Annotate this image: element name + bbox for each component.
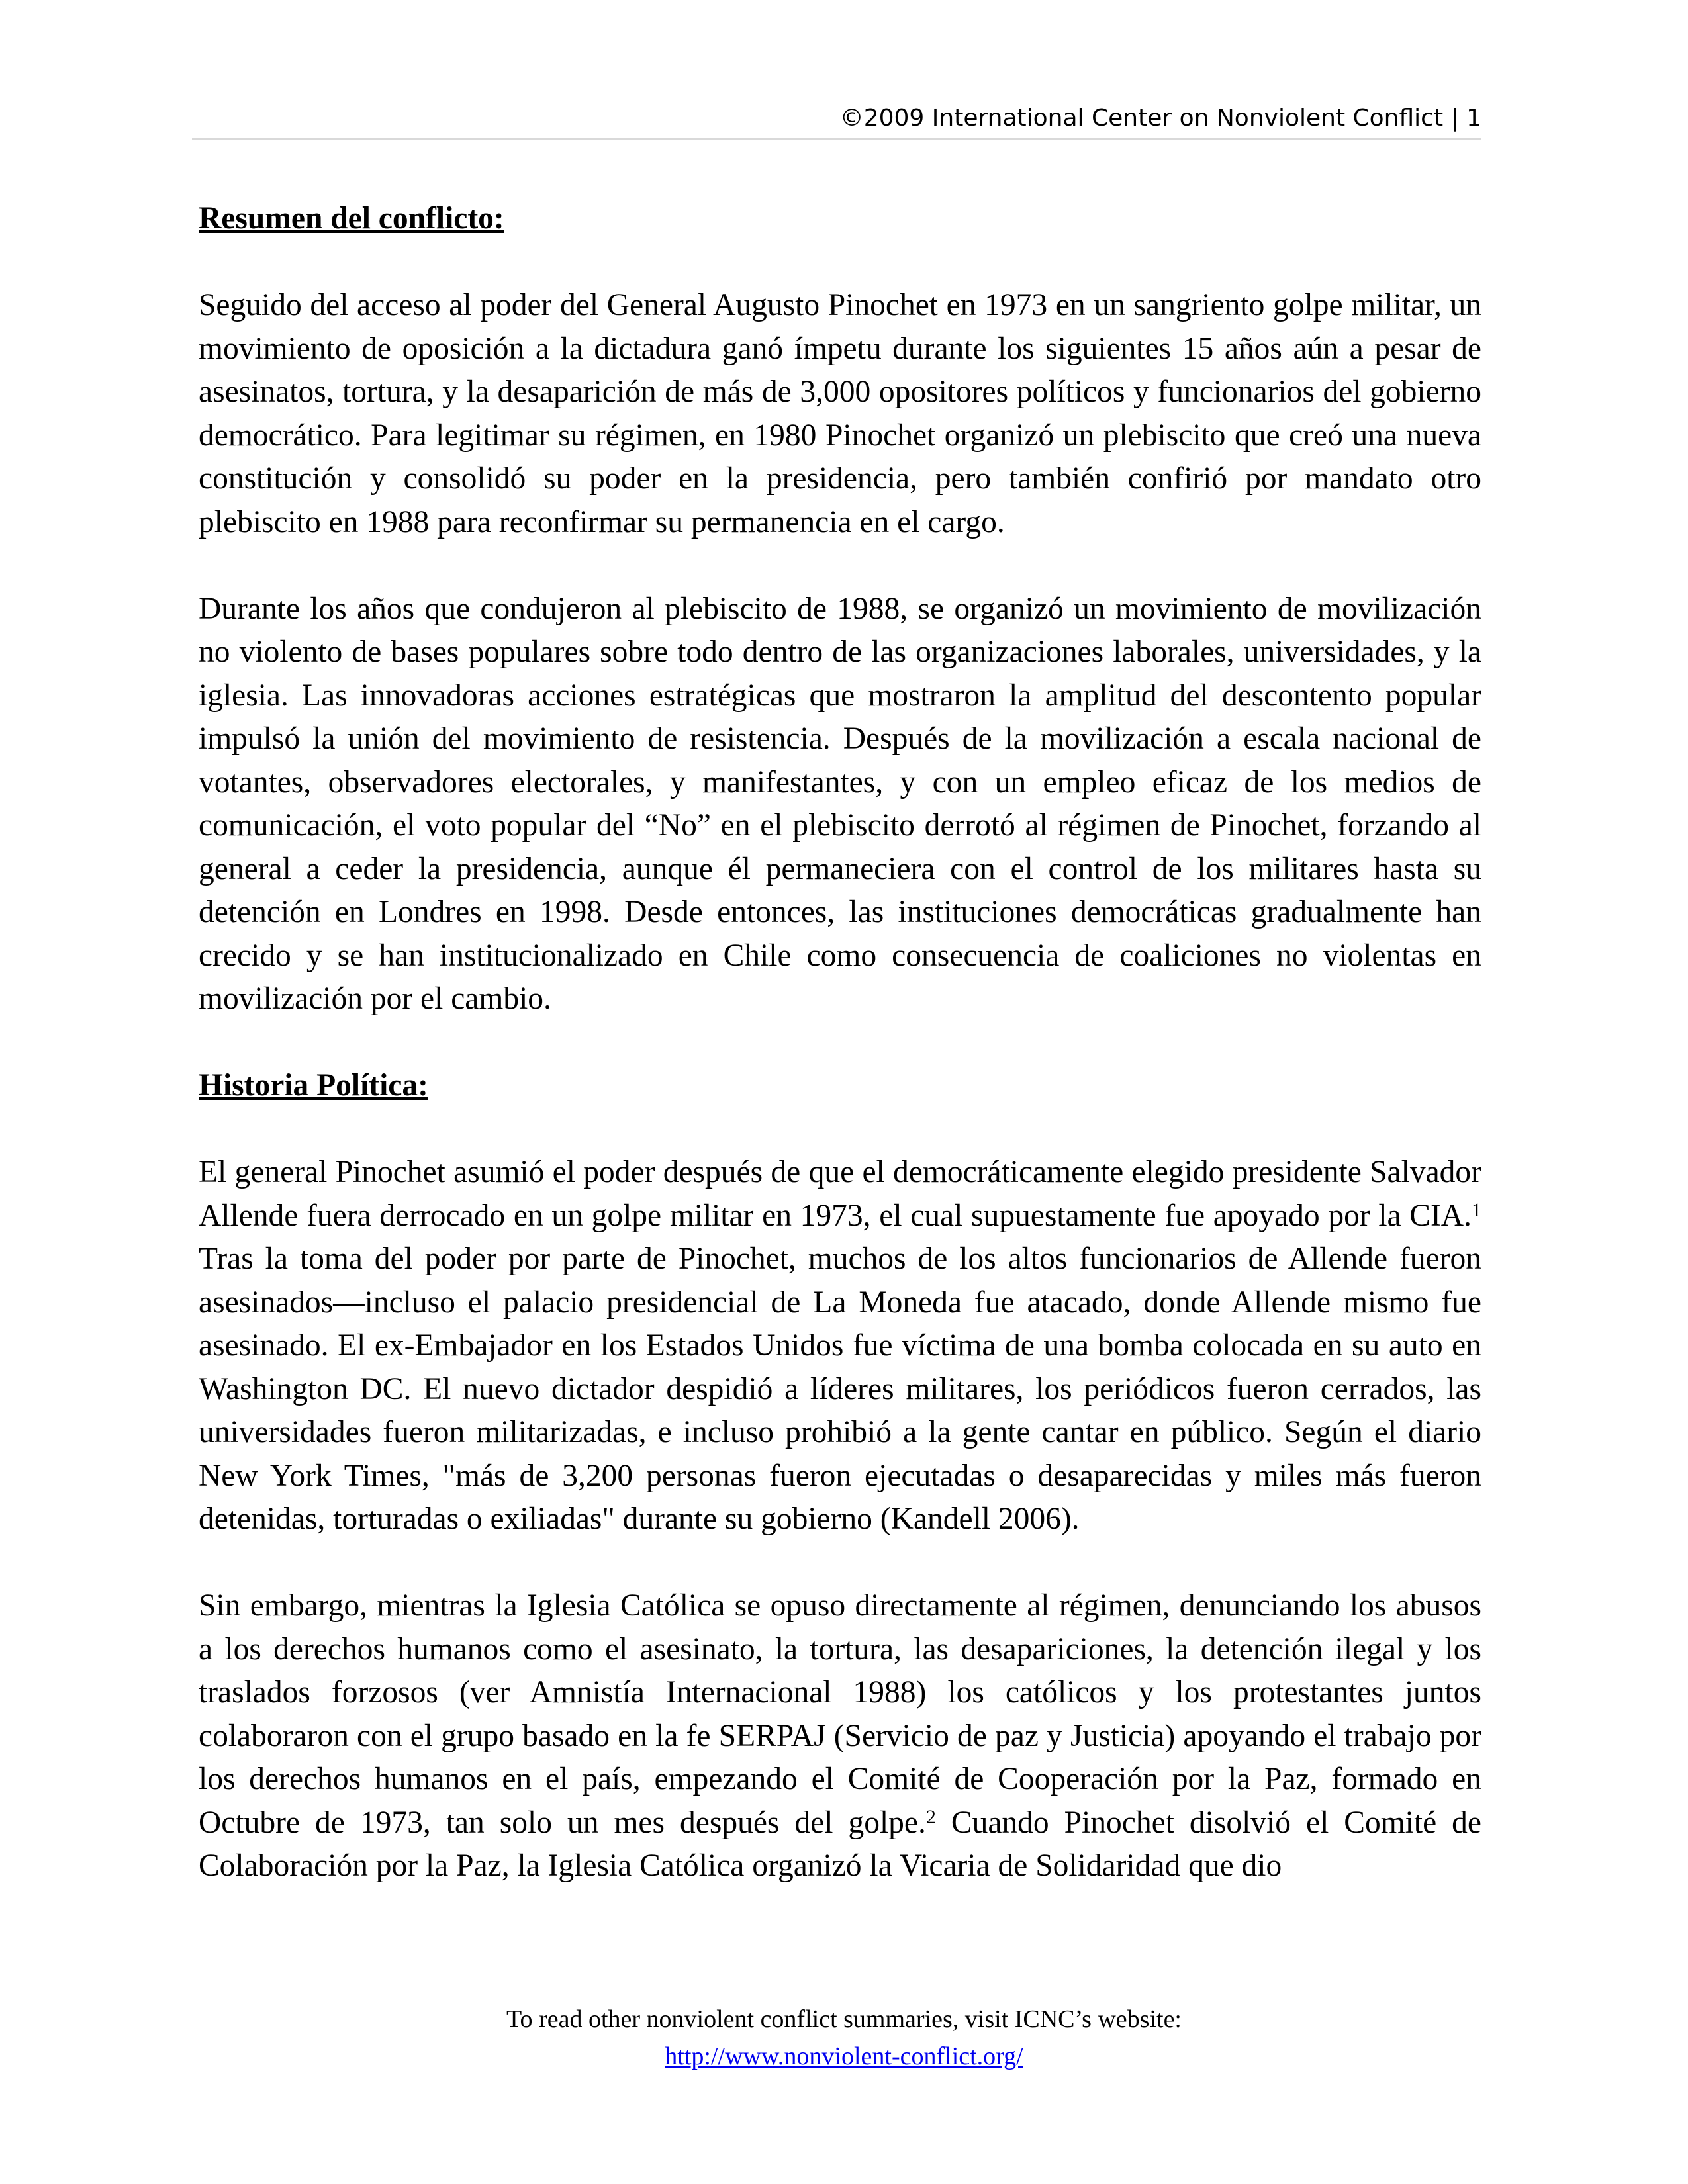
paragraph-text: Cuando Pinochet disolvió el Comité de Colaboración por la Paz, la Iglesia Católica organizó la Vicaria de Solidaridad que dio [199,1805,1481,1883]
page-footer [0,2001,1688,2075]
website-link[interactable]: http://www.nonviolent-conflict.org/ [665,2042,1023,2070]
paragraph: Durante los años que condujeron al plebiscito de 1988, se organizó un movimiento de movilización no violento de bases populares sobre todo dentro de las organizaciones laborales, universidades, y la iglesia. Las innovadoras acciones estratégicas que mostraron la amplitud del descontento popular impulsó la unión del movimiento de resistencia. Después de la movilización a escala nacional de votantes, observadores electorales, y manifestantes, y con un empleo eficaz de los medios de comunicación, el voto popular del “No” en el plebiscito derrotó al régimen de Pinochet, forzando al general a ceder la presidencia, aunque él permaneciera con el control de los militares hasta su detención en Londres en 1998. Desde entonces, las instituciones democráticas gradualmente han crecido y se han institucionalizado en Chile como consecuencia de coaliciones no violentas en movilización por el cambio. [199,591,1481,1016]
section-heading-historia-politica: Historia Política: [199,1068,428,1103]
document-body [199,197,1481,1888]
paragraph-text: Sin embargo, mientras la Iglesia Católica se opuso directamente al régimen, denunciando los abusos a los derechos humanos como el asesinato, la tortura, las desapariciones, la detención ilegal y los traslados forzosos (ver Amnistía Internacional 1988) los católicos y los protestantes juntos colaboraron con el grupo basado en la fe SERPAJ (Servicio de paz y Justicia) apoyando el trabajo por los derechos humanos en el país, empezando el Comité de Cooperación por la Paz, formado en Octubre de 1973, tan solo un mes después del golpe. [199,1588,1481,1840]
section-heading-resumen: Resumen del conflicto: [199,201,504,236]
footnote-marker[interactable]: 1 [1472,1199,1481,1221]
paragraph [199,1151,1481,1541]
footnote-marker[interactable]: 2 [925,1805,936,1828]
header-text: ©2009 International Center on Nonviolent Conflict | 1 [839,105,1481,132]
paragraph-text: El general Pinochet asumió el poder después de que el democráticamente elegido presidente Salvador Allende fuera derrocado en un golpe militar en 1973, el cual supuestamente fue apoyado por la CIA. [199,1155,1481,1233]
paragraph: Seguido del acceso al poder del General Augusto Pinochet en 1973 en un sangriento golpe militar, un movimiento de oposición a la dictadura ganó ímpetu durante los siguientes 15 años aún a pesar de asesinatos, tortura, y la desaparición de más de 3,000 opositores políticos y funcionarios del gobierno democrático. Para legitimar su régimen, en 1980 Pinochet organizó un plebiscito que creó una nueva constitución y consolidó su poder en la presidencia, pero también confirió por mandato otro plebiscito en 1988 para reconfirmar su permanencia en el cargo. [199,288,1481,539]
footer-text: To read other nonviolent conflict summaries, visit ICNC’s website: [506,2005,1182,2033]
page-header [192,99,1481,140]
paragraph-text: Tras la toma del poder por parte de Pinochet, muchos de los altos funcionarios de Allende fueron asesinados—incluso el palacio presidencial de La Moneda fue atacado, donde Allende mismo fue asesinado. El ex-Embajador en los Estados Unidos fue víctima de una bomba colocada en su auto en Washington DC. El nuevo dictador despidió a líderes militares, los periódicos fueron cerrados, las universidades fueron militarizadas, e incluso prohibió a la gente cantar en público. Según el diario New York Times, "más de 3,200 personas fueron ejecutadas o desaparecidas y miles más fueron detenidas, torturadas o exiliadas" durante su gobierno (Kandell 2006). [199,1242,1481,1536]
paragraph [199,1584,1481,1888]
